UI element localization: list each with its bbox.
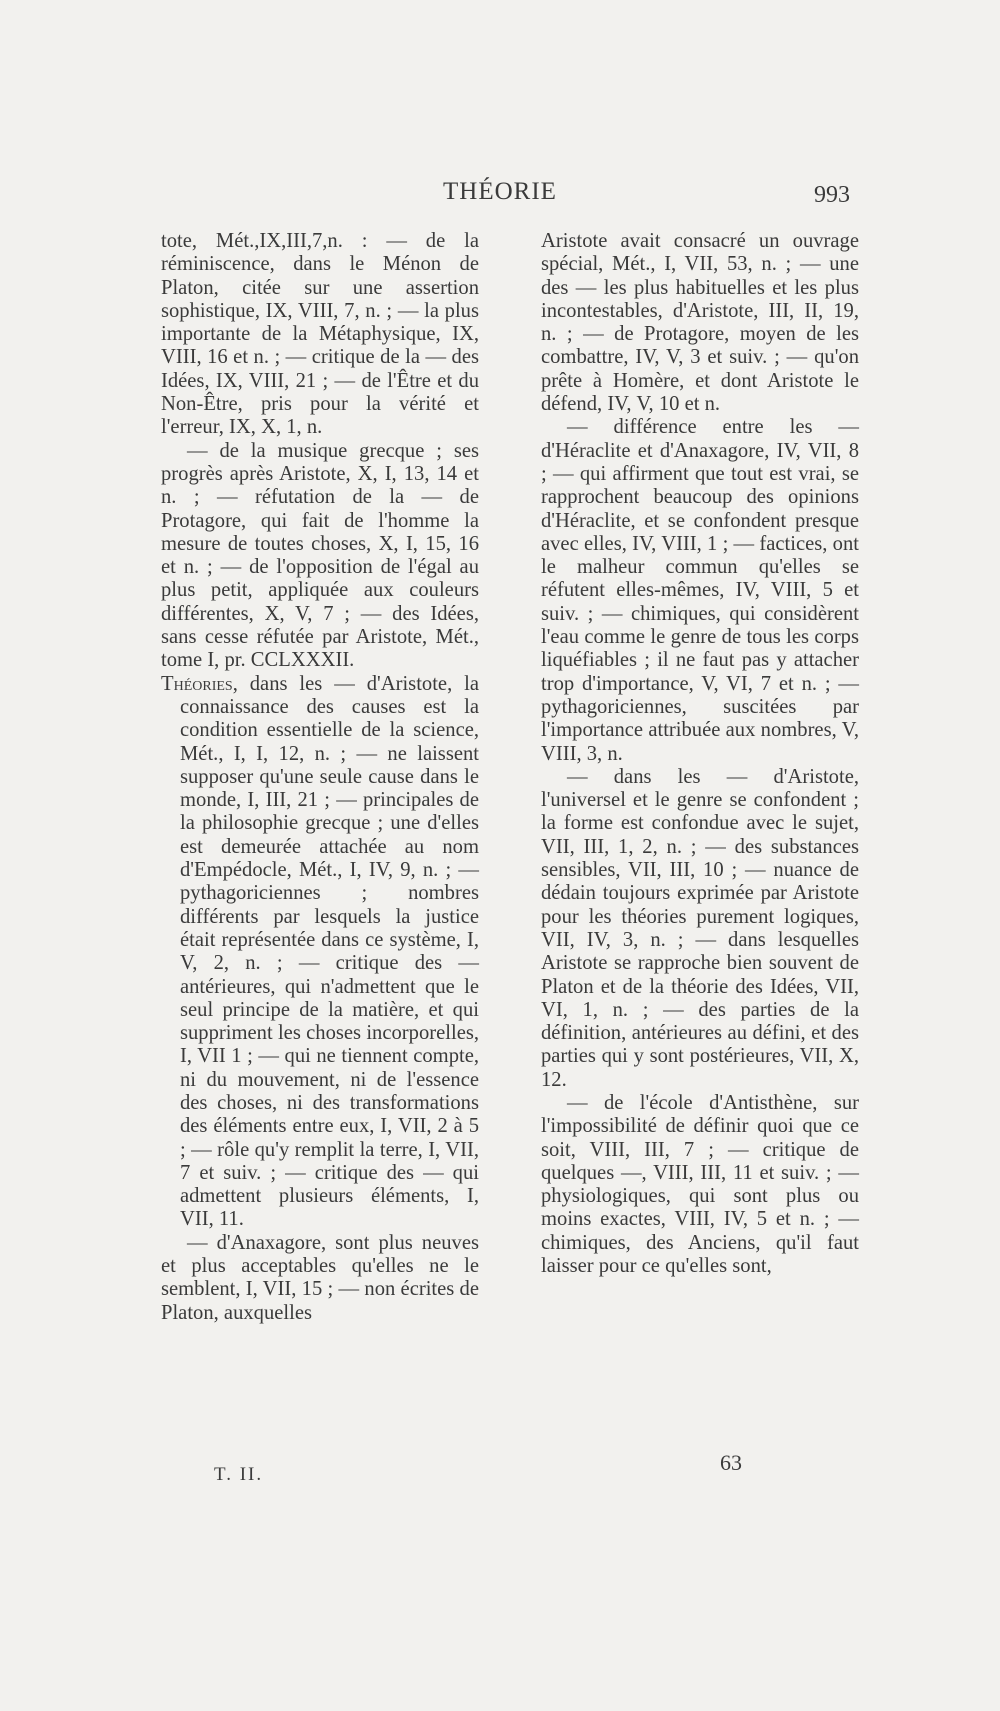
index-subentry: — dans les — d'Aristote, l'universel et le genre se confondent ; la forme est confondue avec le sujet, VII, III, 1, 2, n. ; — des substances sensibles, VII, III, 10 ; — nuance de dédain toujours exprimée par Aristote pour les théories purement logiques, VII, IV, 3, n. ; — dans lesquelles Aristote se rapproche bien souvent de Platon et de la théorie des Idées, VII, VI, 1, n. ; — des parties de la définition, antérieures au défini, et des parties qui y sont postérieures, VII, X, 12. <box>541 765 859 1091</box>
left-column <box>161 230 479 1325</box>
index-subentry: — de la musique grecque ; ses progrès après Aristote, X, I, 13, 14 et n. ; — réfutation de la — de Protagore, qui fait de l'homme la mesure de toutes choses, X, I, 15, 16 et n. ; — de l'opposition de l'égal au plus petit, appliquée aux couleurs différentes, X, V, 7 ; — des Idées, sans cesse réfutée par Aristote, Mét., tome I, pr. CCLXXXII. <box>161 439 479 672</box>
index-subentry: — d'Anaxagore, sont plus neuves et plus acceptables qu'elles ne le semblent, I, VII, 15 ; — non écrites de Platon, auxquelles <box>161 1231 479 1324</box>
signature-mark: T. II. <box>214 1464 264 1485</box>
index-paragraph: tote, Mét.,IX,III,7,n. : — de la réminiscence, dans le Ménon de Platon, citée sur une assertion sophistique, IX, VIII, 7, n. ; — la plus importante de la Métaphysique, IX, VIII, 16 et n. ; — critique de la — des Idées, IX, VIII, 21 ; — de l'Être et du Non-Être, pris pour la vérité et l'erreur, IX, X, 1, n. <box>161 230 479 439</box>
page-number: 993 <box>814 182 850 208</box>
right-column <box>541 230 859 1278</box>
index-subentry: — de l'école d'Antisthène, sur l'impossibilité de définir quoi que ce soit, VIII, III, 7 ; — critique de quelques —, VIII, III, 11 et suiv. ; — physiologiques, qui sont plus ou moins exactes, VIII, IV, 5 et n. ; — chimiques, des Anciens, qu'il faut laisser pour ce qu'elles sont, <box>541 1091 859 1278</box>
index-entry <box>161 673 479 1232</box>
entry-text: dans les — d'Aristote, la connaissance des causes est la condition essentielle de la science, Mét., I, I, 12, n. ; — ne laissent supposer qu'une seule cause dans le monde, I, III, 21 ; — principales de la philosophie grecque ; une d'elles est demeurée attachée au nom d'Empédocle, Mét., I, IV, 9, n. ; — pythagoriciennes ; nombres différents par lesquels la justice était représentée dans ce système, I, V, 2, n. ; — critique des — antérieures, qui n'admettent que le seul principe de la matière, et qui suppriment les choses incorporelles, I, VII 1 ; — qui ne tiennent compte, ni du mouvement, ni de l'essence des choses, ni des transformations des éléments entre eux, I, VII, 2 à 5 ; — rôle qu'y remplit la terre, I, VII, 7 et suiv. ; — critique des — qui admettent plusieurs éléments, I, VII, 11. <box>180 672 479 1231</box>
index-paragraph: Aristote avait consacré un ouvrage spécial, Mét., I, VII, 53, n. ; — une des — les plus habituelles et les plus incontestables, d'Aristote, III, II, 19, n. ; — de Protagore, moyen de les combattre, IV, V, 3 et suiv. ; — qu'on prête à Homère, et dont Aristote le défend, IV, V, 10 et n. <box>541 230 859 416</box>
running-title: THÉORIE <box>443 178 557 205</box>
running-head <box>0 178 1000 218</box>
sheet-number: 63 <box>720 1450 742 1475</box>
index-subentry: — différence entre les — d'Héraclite et d'Anaxagore, IV, VII, 8 ; — qui affirment que tout est vrai, se rapprochent beaucoup des opinions d'Héraclite, et se confondent presque avec elles, IV, VIII, 1 ; — factices, ont le malheur commun qu'elles se réfutent elles-mêmes, IV, VIII, 5 et suiv. ; — chimiques, qui considèrent l'eau comme le genre de tous les corps liquéfiables ; il ne faut pas y attacher trop d'importance, V, VI, 7 et n. ; — pythagoriciennes, suscitées par l'importance attribuée aux nombres, V, VIII, 3, n. <box>541 416 859 765</box>
entry-headword: Théories, <box>161 672 238 695</box>
